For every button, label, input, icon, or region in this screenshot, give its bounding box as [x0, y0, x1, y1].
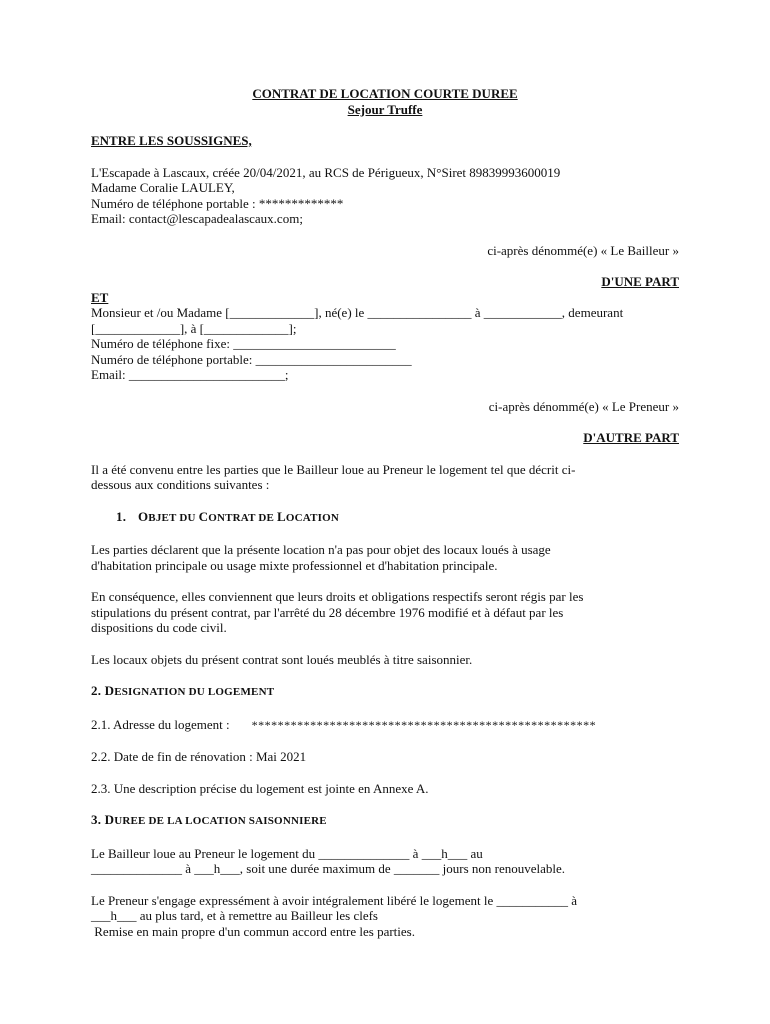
paragraph-line: Les parties déclarent que la présente location n'a pas pour objet des locaux loués à usage: [91, 542, 551, 557]
bailleur-line: L'Escapade à Lascaux, créée 20/04/2021, au RCS de Périgueux, N°Siret 89839993600019: [91, 164, 561, 180]
section-3-paragraph: [91, 846, 679, 877]
paragraph-line: stipulations du présent contrat, par l'arrêté du 28 décembre 1976 modifié et à défaut par les: [91, 604, 564, 620]
paragraph-line: d'habitation principale ou usage mixte professionnel et d'habitation principale.: [91, 557, 498, 573]
preneur-denomination: ci-après dénommé(e) « Le Preneur »: [488, 398, 679, 414]
paragraph-line: dispositions du code civil.: [91, 620, 227, 635]
parties-heading: ENTRE LES SOUSSIGNES,: [91, 133, 252, 148]
section-2-item-address: 2.1. Adresse du logement : *****************************************************: [91, 716, 597, 732]
section-1-paragraph: [91, 589, 679, 636]
preneur-line: Numéro de téléphone portable: ________________________: [91, 351, 412, 367]
contract-body: [91, 86, 679, 939]
bailleur-line: Madame Coralie LAULEY,: [91, 180, 235, 195]
preneur-line: Email: ________________________;: [91, 367, 289, 382]
intro-paragraph: [91, 462, 679, 493]
section-2-item-description: 2.3. Une description précise du logement est jointe en Annexe A.: [91, 780, 429, 796]
section-1-heading: 1. OBJET DU CONTRAT DE LOCATION: [116, 508, 340, 524]
contract-title: CONTRAT DE LOCATION COURTE DUREE: [252, 86, 518, 101]
bailleur-line: Email: contact@lescapadealascaux.com;: [91, 211, 303, 226]
section-2-item-renovation: 2.2. Date de fin de rénovation : Mai 2021: [91, 749, 307, 764]
paragraph-line: Le Preneur s'engage expressément à avoir intégralement libéré le logement le ___________ à: [91, 892, 578, 908]
section-1-paragraph: [91, 542, 679, 573]
bailleur-part: D'UNE PART: [601, 274, 679, 289]
section-3-heading: 3. DUREE DE LA LOCATION SAISONNIERE: [91, 812, 327, 827]
preneur-part: D'AUTRE PART: [583, 430, 679, 445]
paragraph-line: Le Bailleur loue au Preneur le logement du ______________ à ___h___ au: [91, 845, 483, 861]
paragraph-line: En conséquence, elles conviennent que leurs droits et obligations respectifs seront régis par les: [91, 589, 584, 604]
section-2-heading: 2. DESIGNATION DU LOGEMENT: [91, 683, 275, 698]
paragraph-line: Remise en main propre d'un commun accord entre les parties.: [91, 923, 415, 939]
preneur-line: Monsieur et /ou Madame [_____________], né(e) le ________________ à ____________, demeurant: [91, 305, 624, 320]
paragraph-line: ______________ à ___h___, soit une durée maximum de _______ jours non renouvelable.: [91, 861, 566, 876]
bailleur-block: [91, 165, 679, 227]
intro-line: dessous aux conditions suivantes :: [91, 477, 270, 492]
preneur-heading: ET: [91, 289, 109, 305]
preneur-line: Numéro de téléphone fixe: _________________________: [91, 336, 396, 351]
preneur-line: [_____________], à [_____________];: [91, 320, 297, 336]
contract-subtitle: Sejour Truffe: [347, 101, 423, 117]
intro-line: Il a été convenu entre les parties que le Bailleur loue au Preneur le logement tel que décrit ci-: [91, 461, 576, 477]
paragraph-line: ___h___ au plus tard, et à remettre au Bailleur les clefs: [91, 908, 378, 923]
preneur-block: [91, 290, 679, 383]
address-value: *****************************************************: [251, 717, 597, 732]
bailleur-denomination: ci-après dénommé(e) « Le Bailleur »: [487, 242, 679, 258]
section-3-paragraph: [91, 893, 679, 940]
section-1-paragraph: Les locaux objets du présent contrat sont loués meublés à titre saisonnier.: [91, 651, 473, 667]
bailleur-line: Numéro de téléphone portable : *************: [91, 195, 344, 211]
